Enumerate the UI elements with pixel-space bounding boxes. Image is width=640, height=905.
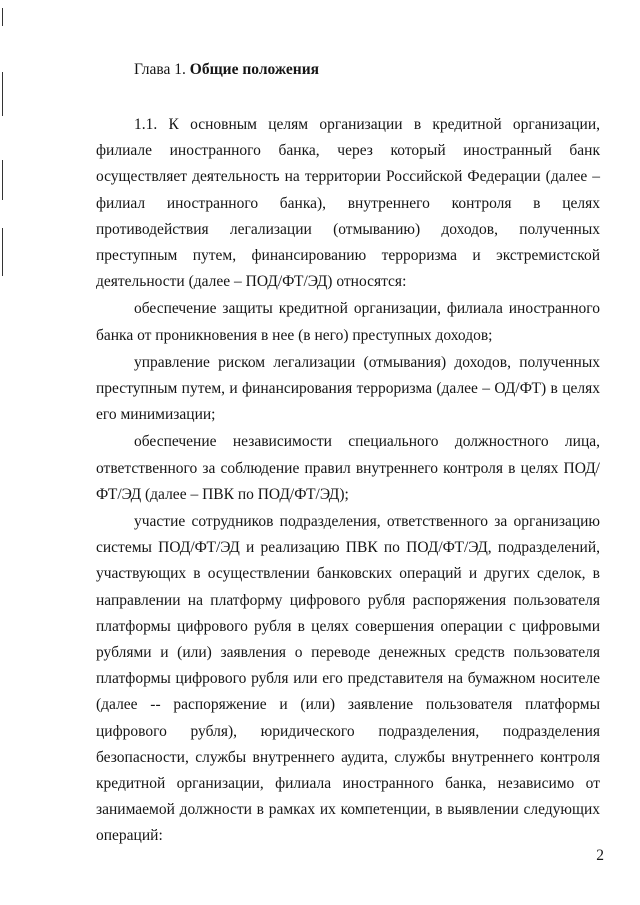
paragraph-2: обеспечение защиты кредитной организации, филиала иностранного банка от проникновения в нее (в него) преступных доходов; <box>96 300 600 344</box>
scan-mark <box>2 72 3 116</box>
paragraph-5: участие сотрудников подразделения, ответственного за организацию системы ПОД/ФТ/ЭД и реализацию ПВК по ПОД/ФТ/ЭД, подразделений, участвующих в осуществлении банковских операций и других сделок, в направлении на платформу цифрового рубля распоряжения пользователя платформы цифрового рубля в целях совершения операции с цифровыми рублями и (или) заявления о переводе денежных средств пользователя платформы цифрового рубля или его представителя на бумажном носителе (далее -- распоряжение и (или) заявление пользователя платформы цифрового рубля), юридического подразделения, подразделения безопасности, службы внутреннего аудита, службы внутреннего контроля кредитной организации, филиала иностранного банка, независимо от занимаемой должности в рамках их компетенции, в выявлении следующих операций: <box>96 513 600 845</box>
scan-mark <box>2 8 3 26</box>
paragraph-1: 1.1. К основным целям организации в кредитной организации, филиале иностранного банка, через который иностранный банк осуществляет деятельность на территории Российской Федерации (далее – филиал иностранного банка), внутреннего контроля в целях противодействия легализации (отмыванию) доходов, полученных преступным путем, финансированию терроризма и экстремистской деятельности (далее – ПОД/ФТ/ЭД) относятся: <box>96 116 600 291</box>
chapter-title: Общие положения <box>189 61 320 78</box>
scan-mark <box>2 160 3 200</box>
chapter-heading <box>134 58 600 82</box>
paragraph-3: управление риском легализации (отмывания) доходов, полученных преступным путем, и финансирования терроризма (далее – ОД/ФТ) в целях его минимизации; <box>96 353 600 424</box>
heading-spacing <box>96 82 600 112</box>
document-page <box>96 58 600 850</box>
page-number: 2 <box>596 847 604 864</box>
paragraph-4: обеспечение независимости специального должностного лица, ответственного за соблюдение правил внутреннего контроля в целях ПОД/ФТ/ЭД (далее – ПВК по ПОД/ФТ/ЭД); <box>96 433 600 503</box>
scan-mark <box>2 228 3 276</box>
chapter-prefix: Глава 1. <box>134 61 186 78</box>
